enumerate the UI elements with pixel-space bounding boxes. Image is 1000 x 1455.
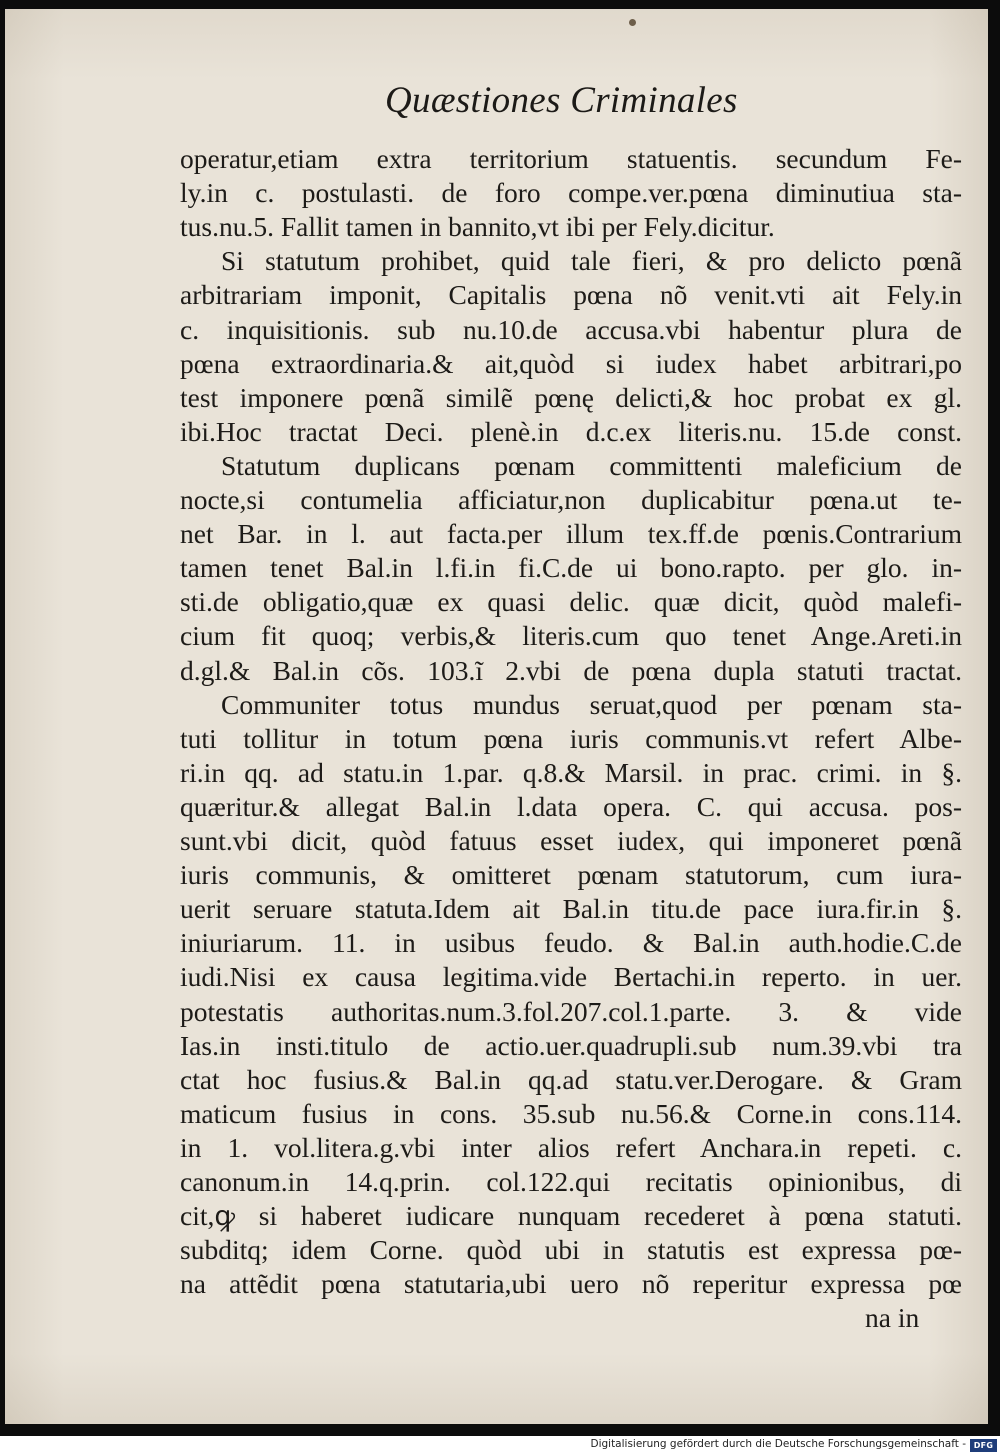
text-line: quæritur.& allegat Bal.in l.data opera. C. qui accusa. pos- bbox=[180, 790, 962, 822]
text-line: canonum.in 14.q.prin. col.122.qui recitatis opinionibus, di bbox=[180, 1166, 962, 1197]
text-line: test imponere pœnã similẽ pœnę delicti,& hoc probat ex gl. bbox=[180, 381, 962, 413]
text-line: sti.de obligatio,quæ ex quasi delic. quæ dicit, quòd malefi- bbox=[180, 586, 962, 618]
text-line: ly.in c. postulasti. de foro compe.ver.pœna diminutiua sta- bbox=[180, 177, 962, 209]
text-line: ibi.Hoc tractat Deci. plenè.in d.c.ex literis.nu. 15.de const. bbox=[180, 415, 962, 447]
text-line: net Bar. in l. aut facta.per illum tex.ff.de pœnis.Contrarium bbox=[180, 518, 962, 550]
text-line: na attẽdit pœna statutaria,ubi uero nõ reperitur expressa pœ bbox=[180, 1268, 962, 1300]
text-line: c. inquisitionis. sub nu.10.de accusa.vbi habentur plura de bbox=[180, 313, 962, 345]
catchword: na in bbox=[865, 1302, 920, 1334]
text-line: iniuriarum. 11. in usibus feudo. & Bal.in auth.hodie.C.de bbox=[180, 927, 962, 959]
text-line: sunt.vbi dicit, quòd fatuus esset iudex, qui imponeret pœnã bbox=[180, 825, 962, 856]
text-line: tus.nu.5. Fallit tamen in bannito,vt ibi per Fely.dicitur. bbox=[180, 211, 775, 243]
text-line: tamen tenet Bal.in l.fi.in fi.C.de ui bono.rapto. per glo. in- bbox=[180, 552, 962, 584]
text-line: iuris communis, & omitteret pœnam statutorum, cum iura- bbox=[180, 859, 962, 891]
text-line: tuti tollitur in totum pœna iuris communis.vt refert Albe- bbox=[180, 722, 962, 754]
text-line: uerit seruare statuta.Idem ait Bal.in titu.de pace iura.fir.in §. bbox=[180, 893, 962, 925]
text-line: Communiter totus mundus seruat,quod per pœnam sta- bbox=[221, 688, 962, 720]
text-line: Ias.in insti.titulo de actio.uer.quadrupli.sub num.39.vbi tra bbox=[180, 1029, 962, 1061]
text-line: in 1. vol.litera.g.vbi inter alios refert Anchara.in repeti. c. bbox=[180, 1131, 962, 1163]
text-line: ctat hoc fusius.& Bal.in qq.ad statu.ver.Derogare. & Gram bbox=[180, 1063, 962, 1095]
digitization-credit: Digitalisierung gefördert durch die Deutsche Forschungsgemeinschaft - bbox=[590, 1438, 966, 1450]
text-line: Statutum duplicans pœnam committenti maleficium de bbox=[221, 449, 962, 481]
text-line: nocte,si contumelia afficiatur,non duplicabitur pœna.ut te- bbox=[180, 484, 962, 515]
text-line: d.gl.& Bal.in cõs. 103.ĩ 2.vbi de pœna dupla statuti tractat. bbox=[180, 654, 962, 686]
dfg-logo-icon: DFG bbox=[970, 1439, 997, 1452]
footer-bar bbox=[0, 1436, 1000, 1455]
text-line: ri.in qq. ad statu.in 1.par. q.8.& Marsil. in prac. crimi. in §. bbox=[180, 756, 962, 788]
body-text bbox=[5, 9, 988, 1424]
text-line: iudi.Nisi ex causa legitima.vide Bertachi.in reperto. in uer. bbox=[180, 961, 962, 993]
text-line: operatur,etiam extra territorium statuentis. secundum Fe- bbox=[180, 143, 962, 174]
text-line: potestatis authoritas.num.3.fol.207.col.1.parte. 3. & vide bbox=[180, 995, 962, 1027]
text-line: subditq; idem Corne. quòd ubi in statutis est expressa pœ- bbox=[180, 1234, 962, 1266]
text-line: cium fit quoq; verbis,& literis.cum quo tenet Ange.Areti.in bbox=[180, 620, 962, 652]
text-line: cit,ꝙ si haberet iudicare nunquam recederet à pœna statuti. bbox=[180, 1200, 962, 1232]
text-line: maticum fusius in cons. 35.sub nu.56.& Corne.in cons.114. bbox=[180, 1097, 962, 1129]
text-line: Si statutum prohibet, quid tale fieri, & pro delicto pœnã bbox=[221, 245, 962, 277]
running-title: Quæstiones Criminales bbox=[385, 80, 738, 121]
book-page bbox=[5, 9, 988, 1424]
text-line: arbitrariam imponit, Capitalis pœna nõ venit.vti ait Fely.in bbox=[180, 279, 962, 311]
text-line: pœna extraordinaria.& ait,quòd si iudex habet arbitrari,po bbox=[180, 347, 962, 379]
